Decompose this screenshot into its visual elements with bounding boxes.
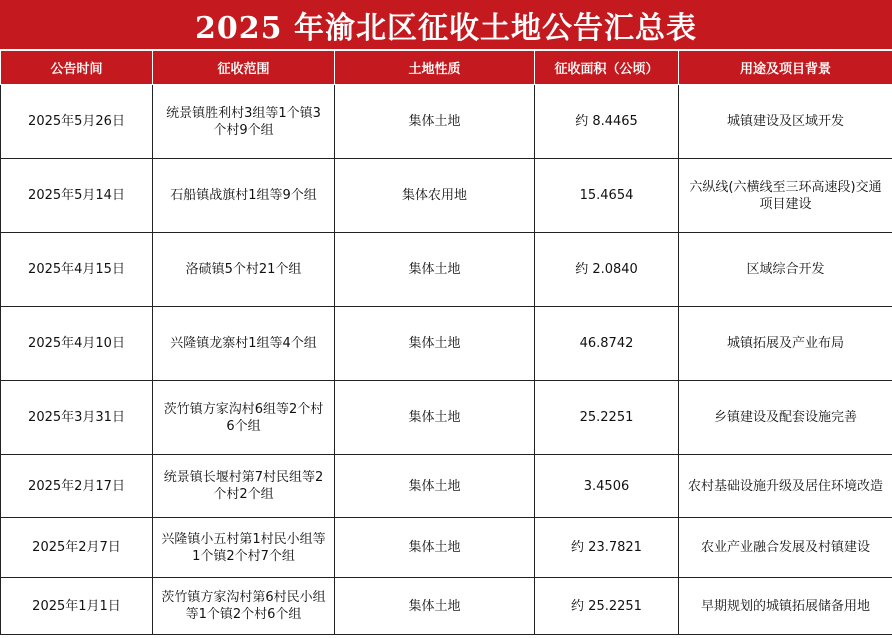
cell-purpose: 六纵线(六横线至三环高速段)交通项目建设 [679, 159, 892, 233]
table-row [1, 381, 892, 455]
cell-date: 2025年3月31日 [1, 381, 153, 455]
cell-land-nature: 集体土地 [335, 518, 535, 578]
cell-land-nature: 集体农用地 [335, 159, 535, 233]
cell-purpose: 城镇拓展及产业布局 [679, 307, 892, 381]
table-row [1, 455, 892, 518]
cell-purpose: 农村基础设施升级及居住环境改造 [679, 455, 892, 518]
land-acquisition-table [0, 50, 892, 635]
table-row [1, 518, 892, 578]
cell-area: 约 8.4465 [535, 85, 679, 159]
cell-scope: 统景镇胜利村3组等1个镇3个村9个组 [153, 85, 335, 159]
cell-land-nature: 集体土地 [335, 578, 535, 635]
cell-purpose: 农业产业融合发展及村镇建设 [679, 518, 892, 578]
page-title: 2025 年渝北区征收土地公告汇总表 [0, 0, 892, 50]
cell-area: 3.4506 [535, 455, 679, 518]
header-area: 征收面积（公顷） [535, 51, 679, 85]
header-purpose: 用途及项目背景 [679, 51, 892, 85]
cell-scope: 石船镇战旗村1组等9个组 [153, 159, 335, 233]
header-scope: 征收范围 [153, 51, 335, 85]
cell-scope: 茨竹镇方家沟村第6村民小组等1个镇2个村6个组 [153, 578, 335, 635]
cell-land-nature: 集体土地 [335, 381, 535, 455]
cell-date: 2025年5月14日 [1, 159, 153, 233]
table-row [1, 233, 892, 307]
cell-date: 2025年2月7日 [1, 518, 153, 578]
cell-scope: 茨竹镇方家沟村6组等2个村6个组 [153, 381, 335, 455]
header-land-nature: 土地性质 [335, 51, 535, 85]
cell-land-nature: 集体土地 [335, 455, 535, 518]
table-header-row [1, 51, 892, 85]
cell-scope: 统景镇长堰村第7村民组等2个村2个组 [153, 455, 335, 518]
cell-scope: 洛碛镇5个村21个组 [153, 233, 335, 307]
cell-scope: 兴隆镇小五村第1村民小组等1个镇2个村7个组 [153, 518, 335, 578]
cell-area: 25.2251 [535, 381, 679, 455]
cell-date: 2025年4月10日 [1, 307, 153, 381]
cell-area: 46.8742 [535, 307, 679, 381]
table-row [1, 85, 892, 159]
cell-date: 2025年5月26日 [1, 85, 153, 159]
cell-area: 约 2.0840 [535, 233, 679, 307]
table-row [1, 578, 892, 635]
cell-purpose: 早期规划的城镇拓展储备用地 [679, 578, 892, 635]
table-row [1, 307, 892, 381]
cell-purpose: 乡镇建设及配套设施完善 [679, 381, 892, 455]
cell-area: 15.4654 [535, 159, 679, 233]
cell-area: 约 23.7821 [535, 518, 679, 578]
cell-purpose: 城镇建设及区域开发 [679, 85, 892, 159]
cell-date: 2025年4月15日 [1, 233, 153, 307]
cell-date: 2025年2月17日 [1, 455, 153, 518]
cell-land-nature: 集体土地 [335, 85, 535, 159]
cell-date: 2025年1月1日 [1, 578, 153, 635]
cell-land-nature: 集体土地 [335, 307, 535, 381]
header-announce-time: 公告时间 [1, 51, 153, 85]
cell-area: 约 25.2251 [535, 578, 679, 635]
cell-land-nature: 集体土地 [335, 233, 535, 307]
cell-scope: 兴隆镇龙寨村1组等4个组 [153, 307, 335, 381]
cell-purpose: 区域综合开发 [679, 233, 892, 307]
table-row [1, 159, 892, 233]
